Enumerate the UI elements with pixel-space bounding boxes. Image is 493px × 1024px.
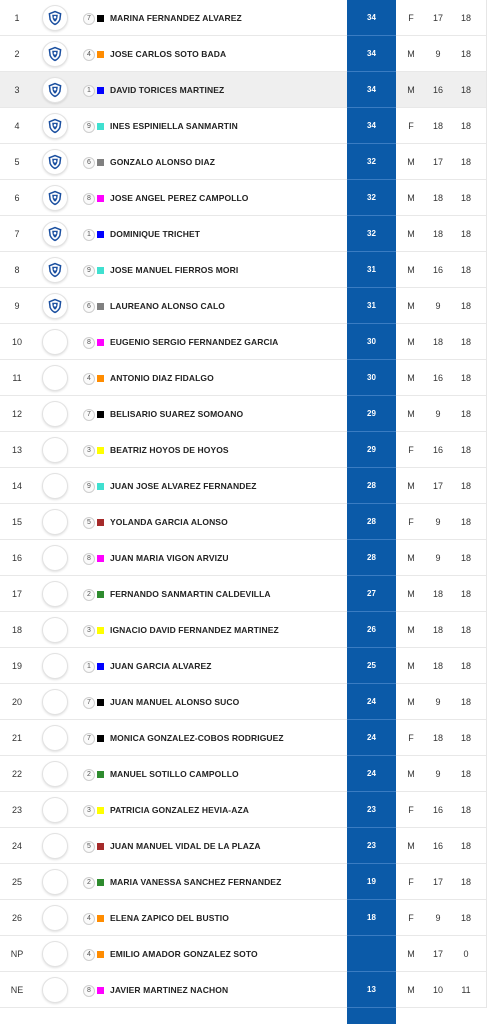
score-cell: 32 — [347, 216, 396, 252]
group-color-swatch — [97, 447, 104, 454]
column-b-cell: 18 — [460, 481, 471, 491]
column-b-cell: 18 — [460, 121, 471, 131]
column-a-cell: 17 — [432, 949, 443, 959]
column-b-cell: 18 — [460, 517, 471, 527]
sex-cell: M — [407, 157, 415, 167]
position-cell: 21 — [11, 733, 22, 743]
column-a-cell: 18 — [432, 661, 443, 671]
club-crest-icon — [47, 46, 63, 62]
player-name[interactable]: BELISARIO SUAREZ SOMOANO — [110, 409, 244, 419]
position-cell: 2 — [14, 49, 20, 59]
score-cell: 28 — [347, 540, 396, 576]
table-row-21[interactable] — [0, 720, 486, 756]
club-avatar — [42, 653, 68, 679]
column-a-cell: 17 — [432, 157, 443, 167]
table-row-5[interactable] — [0, 144, 486, 180]
club-avatar — [42, 905, 68, 931]
column-b-cell: 18 — [460, 85, 471, 95]
table-row-14[interactable] — [0, 468, 486, 504]
group-color-swatch — [97, 771, 104, 778]
group-color-swatch — [97, 987, 104, 994]
club-avatar — [42, 977, 68, 1003]
column-a-cell: 18 — [432, 229, 443, 239]
sex-cell: M — [407, 589, 415, 599]
score-cell: 29 — [347, 432, 396, 468]
table-row-24[interactable] — [0, 828, 486, 864]
sex-cell: F — [408, 121, 414, 131]
group-color-swatch — [97, 735, 104, 742]
position-cell: 4 — [14, 121, 20, 131]
club-avatar — [42, 581, 68, 607]
column-a-cell: 9 — [435, 517, 441, 527]
table-row-19[interactable] — [0, 648, 486, 684]
group-number-badge: 8 — [83, 193, 95, 205]
column-a-cell: 18 — [432, 193, 443, 203]
column-a-cell: 10 — [432, 985, 443, 995]
sex-cell: M — [407, 229, 415, 239]
club-avatar — [42, 5, 68, 31]
score-cell: 24 — [347, 684, 396, 720]
sex-cell: F — [408, 517, 414, 527]
group-color-swatch — [97, 699, 104, 706]
player-name[interactable]: DOMINIQUE TRICHET — [110, 229, 201, 239]
player-name[interactable]: FERNANDO SANMARTIN CALDEVILLA — [110, 589, 271, 599]
position-cell: 10 — [11, 337, 22, 347]
club-avatar — [42, 941, 68, 967]
group-color-swatch — [97, 231, 104, 238]
table-row-7[interactable] — [0, 216, 486, 252]
club-crest-icon — [47, 298, 63, 314]
sex-cell: M — [407, 841, 415, 851]
group-number-badge: 7 — [83, 13, 95, 25]
column-a-cell: 18 — [432, 589, 443, 599]
table-row-12[interactable] — [0, 396, 486, 432]
club-avatar — [42, 473, 68, 499]
table-row-22[interactable] — [0, 756, 486, 792]
column-b-cell: 18 — [460, 445, 471, 455]
group-color-swatch — [97, 591, 104, 598]
club-crest-icon — [47, 118, 63, 134]
score-cell: 26 — [347, 612, 396, 648]
column-b-cell: 18 — [460, 229, 471, 239]
group-number-badge: 8 — [83, 337, 95, 349]
group-number-badge: 2 — [83, 589, 95, 601]
player-name[interactable]: JUAN MARIA VIGON ARVIZU — [110, 553, 229, 563]
score-cell: 29 — [347, 396, 396, 432]
sex-cell: M — [407, 553, 415, 563]
club-avatar — [42, 509, 68, 535]
score-cell — [347, 936, 396, 972]
club-avatar — [42, 149, 68, 175]
position-cell: 25 — [11, 877, 22, 887]
column-a-cell: 16 — [432, 445, 443, 455]
position-cell: 12 — [11, 409, 22, 419]
player-name[interactable]: LAUREANO ALONSO CALO — [110, 301, 226, 311]
score-cell: 13 — [347, 972, 396, 1008]
table-row-2[interactable] — [0, 36, 486, 72]
club-avatar — [42, 797, 68, 823]
group-color-swatch — [97, 51, 104, 58]
score-cell: 28 — [347, 504, 396, 540]
column-a-cell: 17 — [432, 481, 443, 491]
player-name[interactable]: MONICA GONZALEZ-COBOS RODRIGUEZ — [110, 733, 284, 743]
player-name[interactable]: BEATRIZ HOYOS DE HOYOS — [110, 445, 229, 455]
sex-cell: M — [407, 985, 415, 995]
group-number-badge: 5 — [83, 841, 95, 853]
group-number-badge: 5 — [83, 517, 95, 529]
group-number-badge: 1 — [83, 661, 95, 673]
position-cell: 11 — [12, 373, 22, 383]
score-cell: 30 — [347, 360, 396, 396]
position-cell: 7 — [14, 229, 20, 239]
position-cell: 24 — [11, 841, 22, 851]
sex-cell: M — [407, 265, 415, 275]
position-cell: NE — [10, 985, 24, 995]
player-name[interactable]: MANUEL SOTILLO CAMPOLLO — [110, 769, 239, 779]
group-number-badge: 6 — [83, 157, 95, 169]
player-name[interactable]: JUAN MANUEL VIDAL DE LA PLAZA — [110, 841, 261, 851]
column-a-cell: 18 — [432, 337, 443, 347]
column-b-cell: 18 — [460, 301, 471, 311]
player-name[interactable]: JOSE CARLOS SOTO BADA — [110, 49, 227, 59]
table-row-3[interactable] — [0, 72, 486, 108]
group-color-swatch — [97, 87, 104, 94]
table-row-16[interactable] — [0, 540, 486, 576]
column-b-cell: 18 — [460, 193, 471, 203]
group-color-swatch — [97, 159, 104, 166]
group-number-badge: 2 — [83, 877, 95, 889]
column-a-cell: 17 — [432, 877, 443, 887]
club-avatar — [42, 113, 68, 139]
club-avatar — [42, 617, 68, 643]
column-a-cell: 16 — [432, 373, 443, 383]
table-row-20[interactable] — [0, 684, 486, 720]
group-color-swatch — [97, 807, 104, 814]
column-b-cell: 18 — [460, 625, 471, 635]
club-avatar — [42, 41, 68, 67]
column-b-cell: 18 — [460, 373, 471, 383]
group-color-swatch — [97, 843, 104, 850]
position-cell: 18 — [11, 625, 22, 635]
club-avatar — [42, 77, 68, 103]
score-cell: 24 — [347, 720, 396, 756]
group-number-badge: 9 — [83, 265, 95, 277]
table-row-18[interactable] — [0, 612, 486, 648]
table-row-4[interactable] — [0, 108, 486, 144]
column-a-cell: 9 — [435, 409, 441, 419]
group-number-badge: 1 — [83, 229, 95, 241]
column-a-cell: 17 — [432, 13, 443, 23]
score-cell: 23 — [347, 792, 396, 828]
score-cell: 34 — [347, 36, 396, 72]
player-name[interactable]: JOSE MANUEL FIERROS MORI — [110, 265, 239, 275]
position-cell: 1 — [14, 13, 20, 23]
column-a-cell: 9 — [435, 301, 441, 311]
sex-cell: M — [407, 769, 415, 779]
column-b-cell: 18 — [460, 589, 471, 599]
sex-cell: M — [407, 49, 415, 59]
club-crest-icon — [47, 154, 63, 170]
position-cell: 15 — [11, 517, 22, 527]
group-color-swatch — [97, 519, 104, 526]
position-cell: 14 — [11, 481, 22, 491]
position-cell: 8 — [14, 265, 20, 275]
group-number-badge: 9 — [83, 481, 95, 493]
player-name[interactable]: MARINA FERNANDEZ ALVAREZ — [110, 13, 242, 23]
column-b-cell: 18 — [460, 841, 471, 851]
sex-cell: M — [407, 625, 415, 635]
group-color-swatch — [97, 411, 104, 418]
group-color-swatch — [97, 123, 104, 130]
club-avatar — [42, 293, 68, 319]
sex-cell: F — [408, 445, 414, 455]
score-cell: 32 — [347, 144, 396, 180]
sex-cell: M — [407, 409, 415, 419]
column-a-cell: 9 — [435, 553, 441, 563]
player-name[interactable]: JUAN MANUEL ALONSO SUCO — [110, 697, 240, 707]
group-number-badge: 3 — [83, 805, 95, 817]
player-name[interactable]: MARIA VANESSA SANCHEZ FERNANDEZ — [110, 877, 282, 887]
column-b-cell: 18 — [460, 265, 471, 275]
column-a-cell: 18 — [432, 121, 443, 131]
table-row-26[interactable] — [0, 900, 486, 936]
group-number-badge: 6 — [83, 301, 95, 313]
column-b-cell: 18 — [460, 697, 471, 707]
sex-cell: F — [408, 913, 414, 923]
position-cell: 19 — [11, 661, 22, 671]
position-cell: 3 — [14, 85, 20, 95]
column-b-cell: 0 — [463, 949, 469, 959]
sex-cell: M — [407, 949, 415, 959]
score-cell: 18 — [347, 900, 396, 936]
group-number-badge: 4 — [83, 49, 95, 61]
player-name[interactable]: ANTONIO DIAZ FIDALGO — [110, 373, 214, 383]
column-b-cell: 18 — [460, 661, 471, 671]
group-number-badge: 9 — [83, 121, 95, 133]
sex-cell: M — [407, 85, 415, 95]
group-color-swatch — [97, 663, 104, 670]
table-row-8[interactable] — [0, 252, 486, 288]
group-number-badge: 1 — [83, 85, 95, 97]
position-cell: 16 — [11, 553, 22, 563]
sex-cell: F — [408, 733, 414, 743]
column-b-cell: 18 — [460, 157, 471, 167]
club-avatar — [42, 257, 68, 283]
sex-cell: M — [407, 697, 415, 707]
column-b-cell: 18 — [460, 49, 471, 59]
group-number-badge: 3 — [83, 625, 95, 637]
group-color-swatch — [97, 339, 104, 346]
table-row-9[interactable] — [0, 288, 486, 324]
column-b-cell: 18 — [460, 805, 471, 815]
club-avatar — [42, 221, 68, 247]
column-b-cell: 18 — [460, 913, 471, 923]
club-crest-icon — [47, 262, 63, 278]
player-name[interactable]: YOLANDA GARCIA ALONSO — [110, 517, 228, 527]
group-color-swatch — [97, 879, 104, 886]
club-avatar — [42, 185, 68, 211]
column-a-cell: 16 — [432, 85, 443, 95]
club-avatar — [42, 437, 68, 463]
column-a-cell: 18 — [432, 733, 443, 743]
score-cell: 34 — [347, 0, 396, 36]
column-a-cell: 9 — [435, 697, 441, 707]
sex-cell: F — [408, 877, 414, 887]
column-b-cell: 18 — [460, 13, 471, 23]
group-color-swatch — [97, 483, 104, 490]
table-row-6[interactable] — [0, 180, 486, 216]
club-avatar — [42, 761, 68, 787]
column-a-cell: 9 — [435, 49, 441, 59]
table-row-np[interactable] — [0, 936, 486, 972]
club-avatar — [42, 545, 68, 571]
group-color-swatch — [97, 915, 104, 922]
club-crest-icon — [47, 10, 63, 26]
group-color-swatch — [97, 627, 104, 634]
club-avatar — [42, 725, 68, 751]
table-row-25[interactable] — [0, 864, 486, 900]
player-name[interactable]: IGNACIO DAVID FERNANDEZ MARTINEZ — [110, 625, 279, 635]
score-cell: 23 — [347, 828, 396, 864]
group-number-badge: 4 — [83, 913, 95, 925]
score-cell: 31 — [347, 252, 396, 288]
score-cell: 31 — [347, 288, 396, 324]
player-name[interactable]: JAVIER MARTINEZ NACHON — [110, 985, 229, 995]
player-name[interactable]: GONZALO ALONSO DIAZ — [110, 157, 215, 167]
column-b-cell: 18 — [460, 553, 471, 563]
group-color-swatch — [97, 951, 104, 958]
player-name[interactable]: DAVID TORICES MARTINEZ — [110, 85, 225, 95]
position-cell: 20 — [11, 697, 22, 707]
player-name[interactable]: PATRICIA GONZALEZ HEVIA-AZA — [110, 805, 250, 815]
column-b-cell: 11 — [461, 985, 471, 995]
score-cell: 24 — [347, 756, 396, 792]
group-color-swatch — [97, 267, 104, 274]
sex-cell: M — [407, 481, 415, 491]
position-cell: 17 — [11, 589, 22, 599]
score-cell: 25 — [347, 648, 396, 684]
group-number-badge: 2 — [83, 769, 95, 781]
sex-cell: F — [408, 805, 414, 815]
player-name[interactable]: EMILIO AMADOR GONZALEZ SOTO — [110, 949, 258, 959]
club-crest-icon — [47, 226, 63, 242]
player-name[interactable]: JUAN GARCIA ALVAREZ — [110, 661, 212, 671]
sex-cell: M — [407, 373, 415, 383]
table-row-23[interactable] — [0, 792, 486, 828]
club-avatar — [42, 689, 68, 715]
score-cell: 34 — [347, 72, 396, 108]
column-a-cell: 16 — [432, 805, 443, 815]
group-number-badge: 4 — [83, 949, 95, 961]
column-a-cell: 9 — [435, 769, 441, 779]
sex-cell: M — [407, 193, 415, 203]
column-b-cell: 18 — [460, 877, 471, 887]
score-cell: 28 — [347, 468, 396, 504]
player-name[interactable]: JOSE ANGEL PEREZ CAMPOLLO — [110, 193, 249, 203]
club-avatar — [42, 401, 68, 427]
position-cell: 6 — [14, 193, 20, 203]
table-row-ne[interactable] — [0, 972, 486, 1008]
position-cell: 9 — [14, 301, 20, 311]
club-avatar — [42, 329, 68, 355]
position-cell: NP — [10, 949, 24, 959]
column-a-cell: 18 — [432, 625, 443, 635]
column-a-cell: 16 — [432, 265, 443, 275]
score-cell: 27 — [347, 576, 396, 612]
group-number-badge: 8 — [83, 985, 95, 997]
group-number-badge: 8 — [83, 553, 95, 565]
group-color-swatch — [97, 195, 104, 202]
player-name[interactable]: JUAN JOSE ALVAREZ FERNANDEZ — [110, 481, 257, 491]
group-color-swatch — [97, 15, 104, 22]
table-row-1[interactable] — [0, 0, 486, 36]
player-name[interactable]: INES ESPINIELLA SANMARTIN — [110, 121, 238, 131]
player-name[interactable]: EUGENIO SERGIO FERNANDEZ GARCIA — [110, 337, 279, 347]
table-row-10[interactable] — [0, 324, 486, 360]
score-cell: 32 — [347, 180, 396, 216]
group-color-swatch — [97, 303, 104, 310]
position-cell: 5 — [14, 157, 20, 167]
score-cell: 19 — [347, 864, 396, 900]
club-avatar — [42, 869, 68, 895]
club-avatar — [42, 833, 68, 859]
column-a-cell: 9 — [435, 913, 441, 923]
column-b-cell: 18 — [460, 337, 471, 347]
player-name[interactable]: ELENA ZAPICO DEL BUSTIO — [110, 913, 229, 923]
table-row-17[interactable] — [0, 576, 486, 612]
group-number-badge: 7 — [83, 733, 95, 745]
table-row-11[interactable] — [0, 360, 486, 396]
column-a-cell: 16 — [432, 841, 443, 851]
group-number-badge: 7 — [83, 409, 95, 421]
group-number-badge: 4 — [83, 373, 95, 385]
group-number-badge: 7 — [83, 697, 95, 709]
club-crest-icon — [47, 82, 63, 98]
column-b-cell: 18 — [460, 733, 471, 743]
group-color-swatch — [97, 555, 104, 562]
sex-cell: M — [407, 661, 415, 671]
position-cell: 23 — [11, 805, 22, 815]
table-row-13[interactable] — [0, 432, 486, 468]
score-cell: 30 — [347, 324, 396, 360]
position-cell: 13 — [11, 445, 22, 455]
table-row-15[interactable] — [0, 504, 486, 540]
sex-cell: M — [407, 337, 415, 347]
position-cell: 22 — [11, 769, 22, 779]
club-crest-icon — [47, 190, 63, 206]
column-b-cell: 18 — [460, 409, 471, 419]
group-color-swatch — [97, 375, 104, 382]
position-cell: 26 — [11, 913, 22, 923]
score-cell: 34 — [347, 108, 396, 144]
club-avatar — [42, 365, 68, 391]
column-b-cell: 18 — [460, 769, 471, 779]
sex-cell: M — [407, 301, 415, 311]
sex-cell: F — [408, 13, 414, 23]
group-number-badge: 3 — [83, 445, 95, 457]
